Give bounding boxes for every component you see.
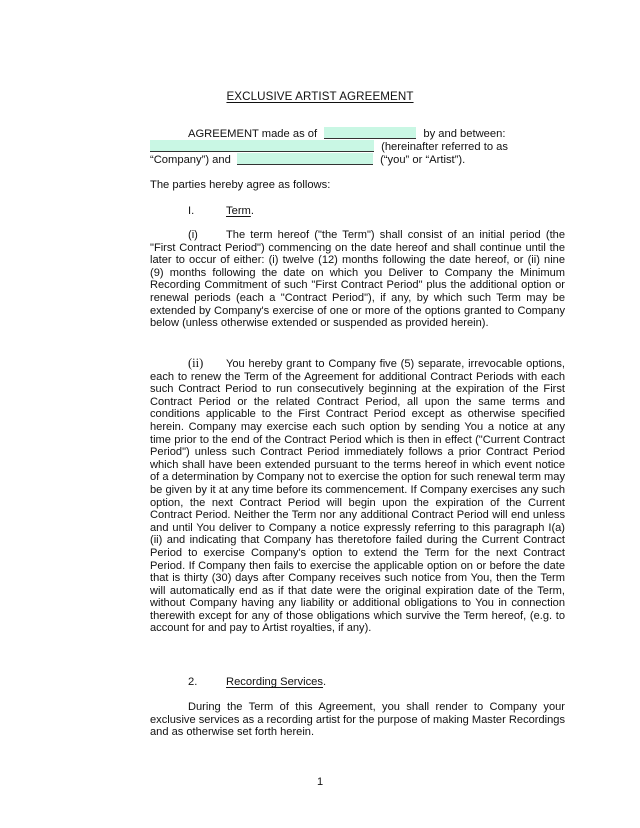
section-1-sub-ii: (ii) You hereby grant to Company five (5) separate, irrevocable options, each to renew the Term of the Agreement for additional Contract Periods with each such Contract Period to run consecutively beginning at the expiration of the First Contract Period or the related Contract Period, all upon the same terms and conditions applicable to the First Contract Period except as otherwise specified herein. Company may exercise each such option by sending You a notice at any time prior to the end of the Contract Period which is then in effect ("Current Contract Period") unless such Contract Period immediately follows a prior Contract Period which shall have been extended pursuant to the terms hereof in which event notice of a determination by Company not to exercise the option for such renewal term may be given by it at any time before its commencement. If Company exercises any such option, the next Contract Period will begin upon the expiration of the Current Contract Period. Neither the Term nor any additional Contract Period will end unless and until You deliver to Company a notice expressly referring to this paragraph I(a)(ii) and indicating that Company has theretofore failed during the Current Contract Period to exercise Company's option to extend the Term for the next Contract Period. If Company then fails to exercise the applicable option on or before the date that is thirty (30) days after Company receives such notice from You, then the Term will automatically end as if that date were the original expiration date of the Term, without Company having any liability or additional obligations to You in connection therewith except for any of those obligations which survive the Term hereof, (e.g. to account for and pay to Artist royalties, if any). bbox=[150, 356, 565, 635]
section-1-heading: Term. bbox=[226, 205, 254, 217]
preamble-line-3: “Company”) and (“you” or “Artist”). bbox=[150, 154, 466, 166]
section-1-number: I. bbox=[188, 205, 195, 217]
section-2-text: During the Term of this Agreement, you shall render to Company your exclusive services as a recording artist for the purpose of making Master Recordings and as otherwise set forth herein. bbox=[150, 701, 565, 739]
agreement-date-field[interactable] bbox=[324, 127, 416, 139]
preamble-line-1: AGREEMENT made as of by and between: bbox=[188, 128, 506, 140]
artist-name-field[interactable] bbox=[237, 153, 373, 165]
preamble-line-2: (hereinafter referred to as bbox=[150, 140, 508, 154]
document-title: EXCLUSIVE ARTIST AGREEMENT bbox=[226, 90, 414, 103]
section-1-sub-i: (i) The term hereof ("the Term") shall consist of an initial period (the "First Contract Period") commencing on the date hereof and shall continue until the later to occur of either: (i) twelve (12) months following the date hereof, or (ii) nine (9) months following the date on which you Deliver to Company the Minimum Recording Commitment of such "First Contract Period" plus the additional option or renewal periods (each a "Contract Period"), if any, by which such Term may be extended by Company's exercise of one or more of the options granted to Company below (unless otherwise extended or suspended as provided herein). bbox=[150, 229, 565, 330]
intro-text: The parties hereby agree as follows: bbox=[150, 179, 331, 191]
company-name-field[interactable] bbox=[150, 140, 374, 152]
section-2-number: 2. bbox=[188, 676, 198, 688]
page-number: 1 bbox=[316, 776, 324, 788]
section-2-heading: Recording Services. bbox=[226, 676, 327, 688]
